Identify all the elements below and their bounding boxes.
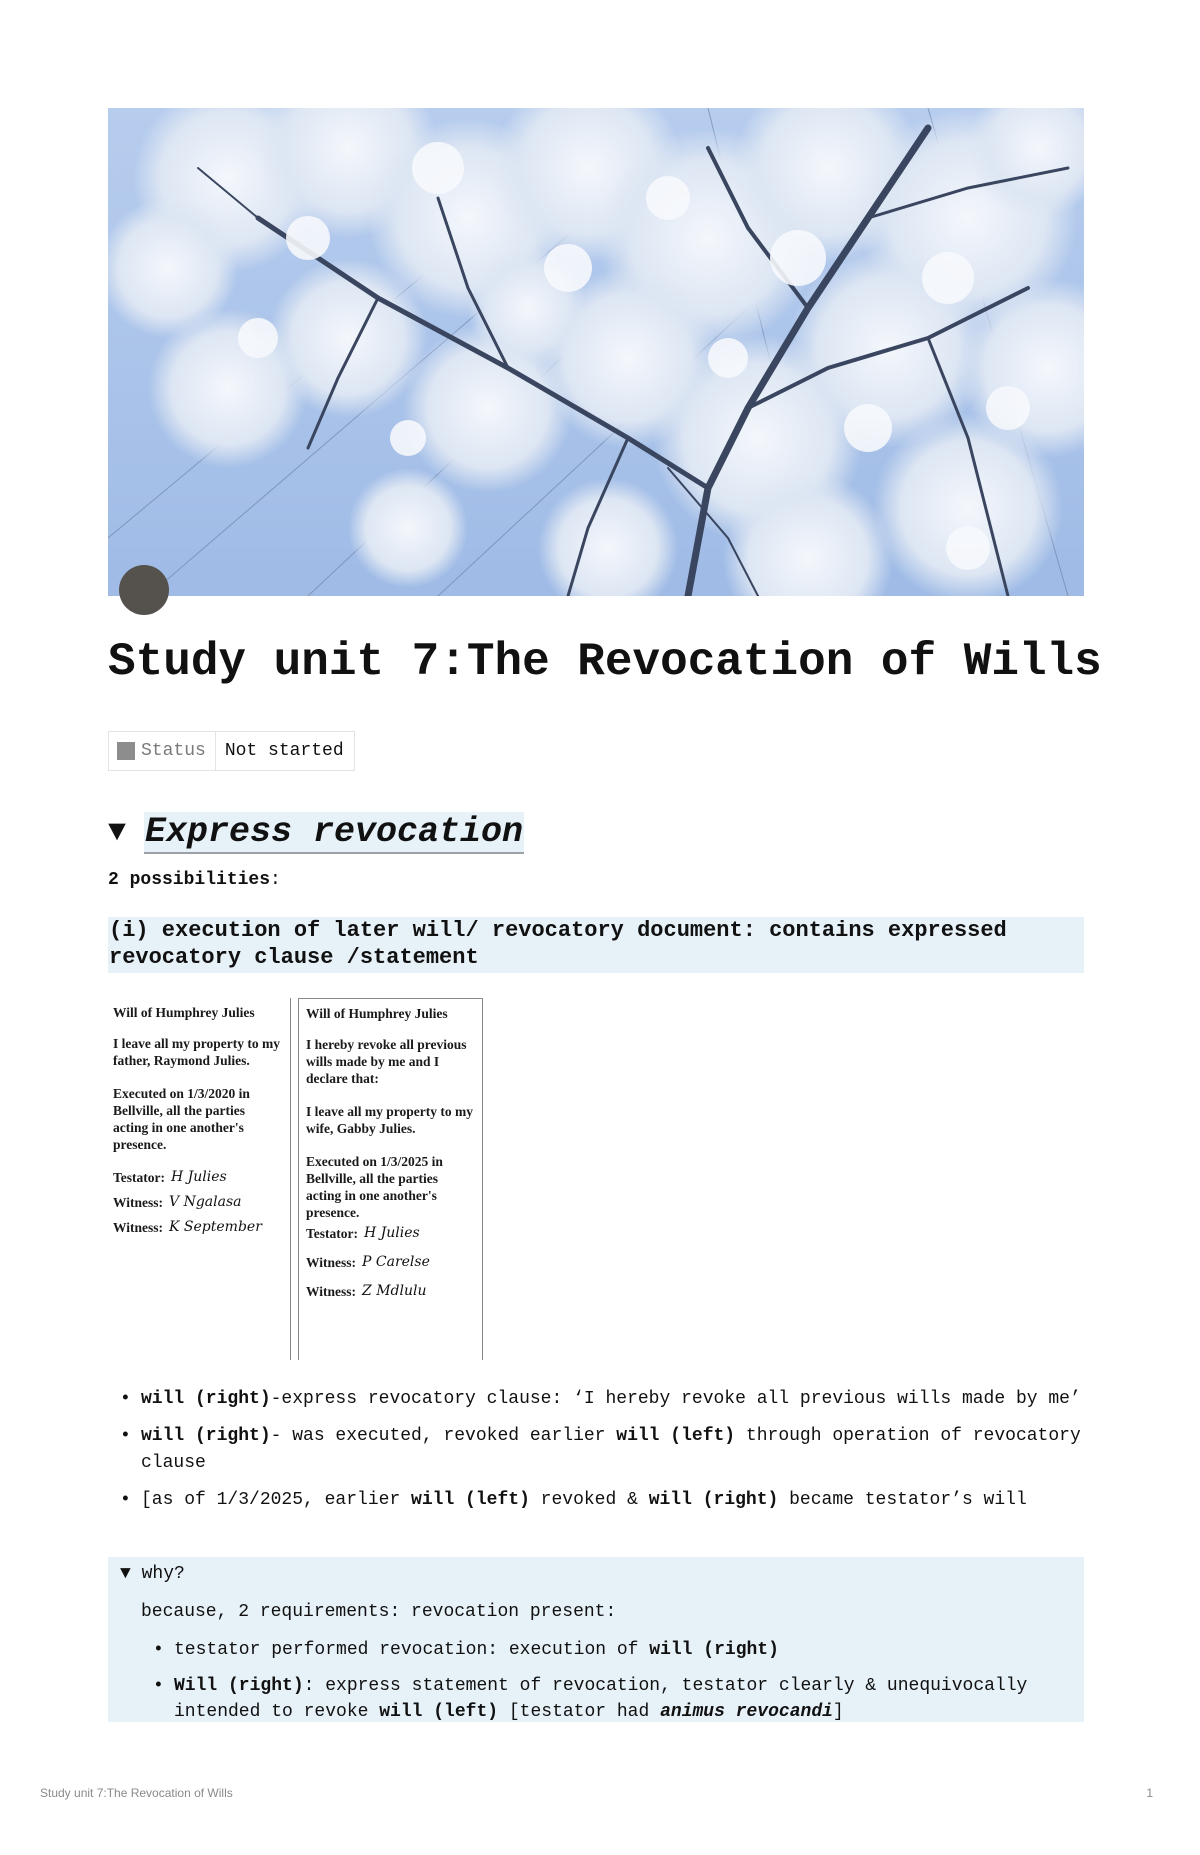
why-toggle-header[interactable] <box>120 1561 185 1587</box>
signature: H Julies <box>364 1225 420 1241</box>
toggle-triangle-icon[interactable]: ▼ <box>120 1564 142 1584</box>
list-item: • testator performed revocation: execution of will (right) <box>141 1637 1071 1663</box>
signature: K September <box>169 1219 262 1235</box>
will-right-witness-2: Witness: Z Mdlulu <box>306 1283 427 1299</box>
signature: Z Mdlulu <box>362 1283 427 1299</box>
signature: P Carelse <box>362 1254 430 1270</box>
express-revocation-heading[interactable] <box>108 812 524 854</box>
bullet-list <box>108 1386 1084 1524</box>
status-label: Status <box>109 732 216 770</box>
signature: V Ngalasa <box>169 1194 242 1210</box>
will-right-revoke: I hereby revoke all previous wills made by me and I declare that: <box>306 1037 467 1086</box>
cover-image <box>108 108 1084 596</box>
because-text: because, 2 requirements: revocation present: <box>141 1602 617 1622</box>
status-value[interactable]: Not started <box>224 741 344 761</box>
footer-page-number: 1 <box>1146 1786 1153 1800</box>
will-right-title: Will of Humphrey Julies <box>306 1006 448 1021</box>
will-left-executed: Executed on 1/3/2020 in Bellville, all the parties acting in one another's presence. <box>113 1086 250 1152</box>
page-title: Study unit 7:The Revocation of Wills <box>108 636 1102 688</box>
signature: H Julies <box>171 1169 227 1185</box>
status-property-icon <box>117 742 135 760</box>
will-right-testator: Testator: H Julies <box>306 1225 420 1241</box>
list-item: • will (right)-express revocatory clause: ‘I hereby revoke all previous wills made by me’ <box>108 1386 1084 1413</box>
toggle-label: why? <box>141 1564 185 1584</box>
will-right-witness-1: Witness: P Carelse <box>306 1254 430 1270</box>
will-left-witness-2: Witness: K September <box>113 1219 262 1235</box>
toggle-triangle-icon[interactable]: ▼ <box>108 816 127 850</box>
will-left-title: Will of Humphrey Julies <box>113 1005 255 1020</box>
will-left-body: I leave all my property to my father, Raymond Julies. <box>113 1036 280 1068</box>
will-right-executed: Executed on 1/3/2025 in Bellville, all the parties acting in one another's presence. <box>306 1154 443 1220</box>
list-item: • will (right)- was executed, revoked earlier will (left) through operation of revocatory clause <box>108 1423 1084 1477</box>
list-item: • Will (right): express statement of revocation, testator clearly & unequivocally intended to revoke will (left) [testator had animus revocandi] <box>141 1673 1071 1725</box>
will-right-body: I leave all my property to my wife, Gabby Julies. <box>306 1104 473 1136</box>
will-left <box>108 998 291 1360</box>
will-right <box>298 998 483 1360</box>
footer-title: Study unit 7:The Revocation of Wills <box>40 1786 233 1800</box>
will-left-testator: Testator: H Julies <box>113 1169 227 1185</box>
callout-heading: (i) execution of later will/ revocatory document: contains expressed revocatory clause /statement <box>108 917 1084 973</box>
section-heading: Express revocation <box>145 812 524 852</box>
page-icon[interactable] <box>119 565 169 615</box>
why-toggle <box>108 1557 1084 1722</box>
possibilities-line: 2 possibilities: <box>108 870 281 890</box>
status-property[interactable] <box>108 731 355 771</box>
list-item: • [as of 1/3/2025, earlier will (left) revoked & will (right) became testator’s will <box>108 1487 1084 1514</box>
requirements-list <box>141 1637 1071 1735</box>
will-left-witness-1: Witness: V Ngalasa <box>113 1194 242 1210</box>
